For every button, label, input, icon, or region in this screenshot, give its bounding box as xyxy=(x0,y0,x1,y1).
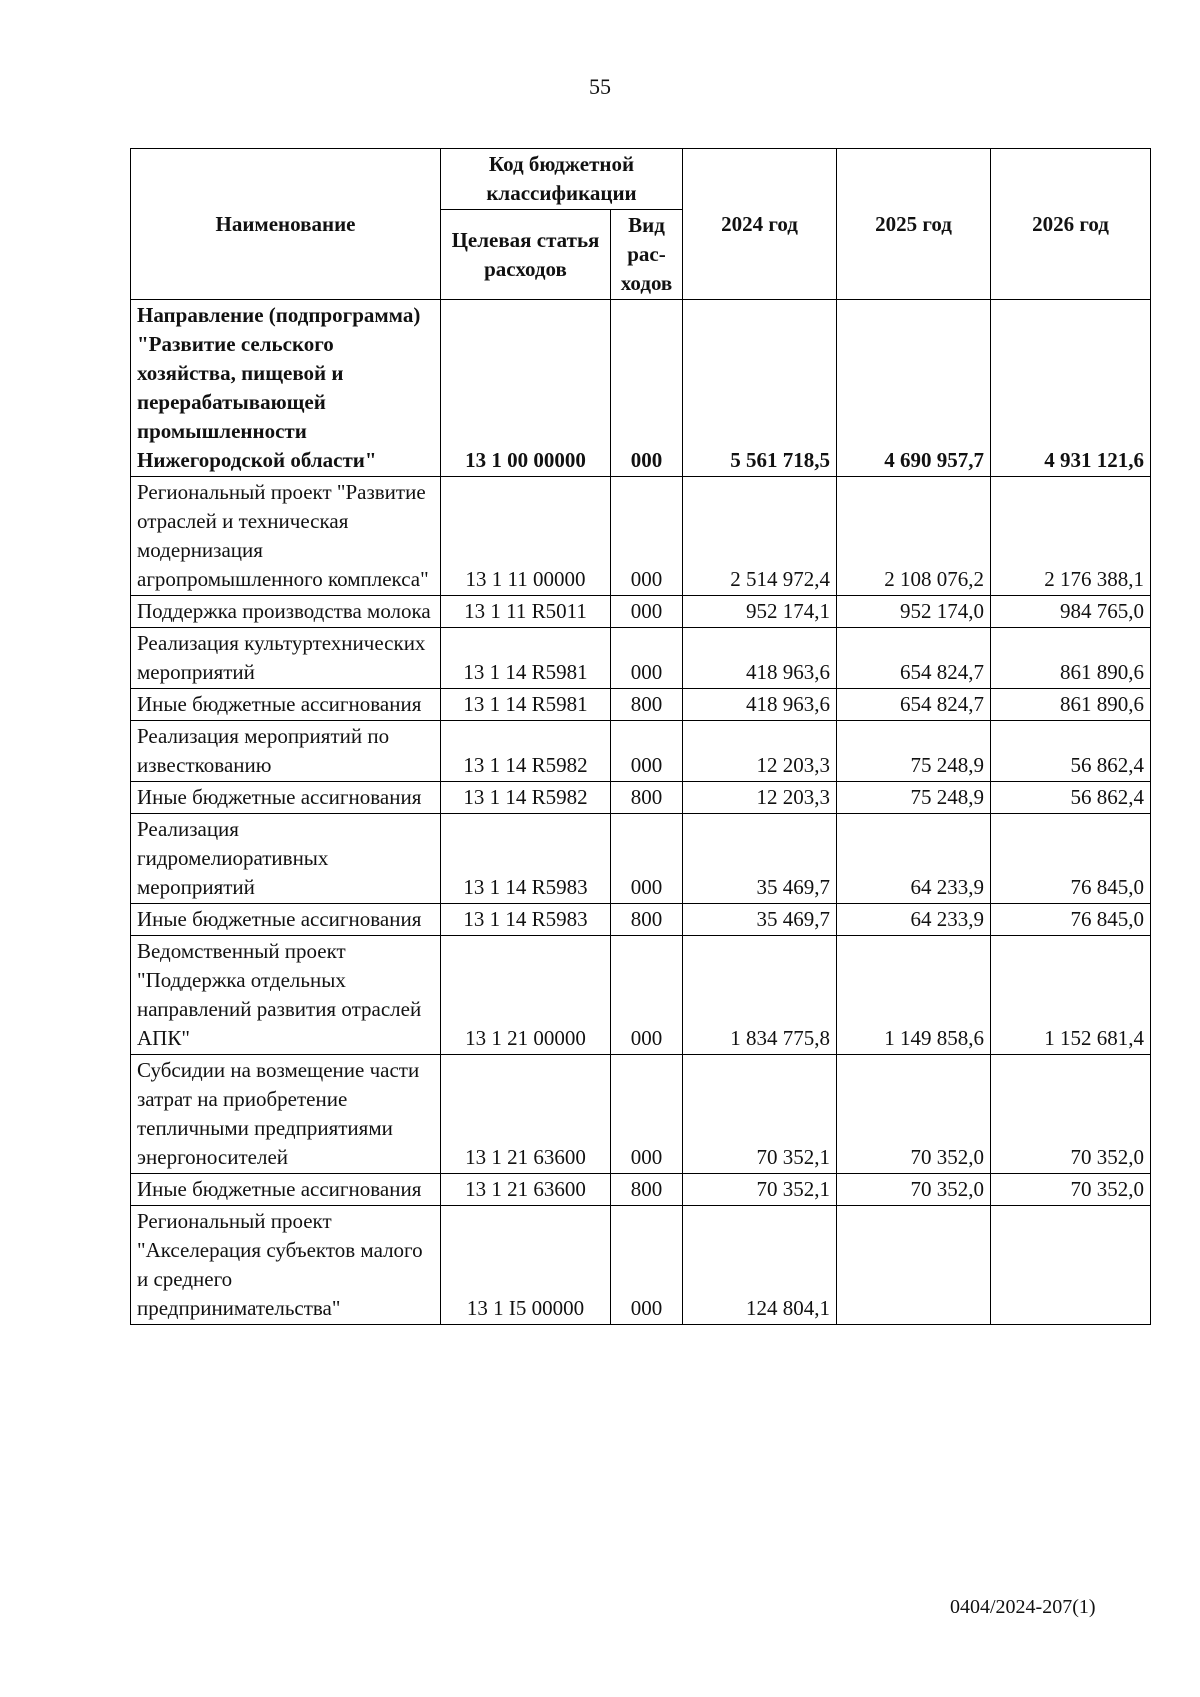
row-value-2026: 861 890,6 xyxy=(991,628,1151,689)
table-row xyxy=(131,721,1151,782)
row-expense-kind: 000 xyxy=(611,628,683,689)
table-row xyxy=(131,814,1151,904)
row-expense-kind: 000 xyxy=(611,300,683,477)
row-target-code: 13 1 00 00000 xyxy=(441,300,611,477)
row-expense-kind: 000 xyxy=(611,936,683,1055)
row-name: Субсидии на возмещение части затрат на приобретение тепличными предприятиями энергоносителей xyxy=(131,1055,441,1174)
row-value-2024: 2 514 972,4 xyxy=(683,477,837,596)
row-value-2026: 4 931 121,6 xyxy=(991,300,1151,477)
row-value-2025: 64 233,9 xyxy=(837,814,991,904)
row-target-code: 13 1 11 R5011 xyxy=(441,596,611,628)
row-target-code: 13 1 14 R5981 xyxy=(441,689,611,721)
row-value-2026 xyxy=(991,1206,1151,1325)
table-row xyxy=(131,689,1151,721)
row-value-2026: 56 862,4 xyxy=(991,721,1151,782)
row-name: Иные бюджетные ассигнования xyxy=(131,689,441,721)
budget-table xyxy=(130,148,1151,1325)
header-kind: Вид рас-ходов xyxy=(611,210,683,300)
row-name: Региональный проект "Развитие отраслей и техническая модернизация агропромышленного комплекса" xyxy=(131,477,441,596)
page-number: 55 xyxy=(589,74,611,99)
row-value-2024: 35 469,7 xyxy=(683,904,837,936)
row-expense-kind: 000 xyxy=(611,1206,683,1325)
row-value-2025: 70 352,0 xyxy=(837,1055,991,1174)
row-value-2026: 70 352,0 xyxy=(991,1055,1151,1174)
table-row xyxy=(131,1055,1151,1174)
row-value-2024: 12 203,3 xyxy=(683,721,837,782)
row-value-2026: 861 890,6 xyxy=(991,689,1151,721)
header-name: Наименование xyxy=(131,149,441,300)
table-row xyxy=(131,628,1151,689)
row-target-code: 13 1 11 00000 xyxy=(441,477,611,596)
row-name: Региональный проект "Акселерация субъектов малого и среднего предпринимательства" xyxy=(131,1206,441,1325)
row-value-2025: 654 824,7 xyxy=(837,628,991,689)
header-budget-code: Код бюджетной классификации xyxy=(441,149,683,210)
row-value-2024: 418 963,6 xyxy=(683,689,837,721)
row-value-2026: 70 352,0 xyxy=(991,1174,1151,1206)
table-row xyxy=(131,596,1151,628)
row-expense-kind: 000 xyxy=(611,477,683,596)
row-name: Иные бюджетные ассигнования xyxy=(131,782,441,814)
row-value-2025: 1 149 858,6 xyxy=(837,936,991,1055)
row-target-code: 13 1 14 R5981 xyxy=(441,628,611,689)
table-row xyxy=(131,936,1151,1055)
row-value-2024: 35 469,7 xyxy=(683,814,837,904)
row-name: Иные бюджетные ассигнования xyxy=(131,1174,441,1206)
row-name: Ведомственный проект "Поддержка отдельных направлений развития отраслей АПК" xyxy=(131,936,441,1055)
row-value-2024: 12 203,3 xyxy=(683,782,837,814)
row-expense-kind: 800 xyxy=(611,689,683,721)
row-expense-kind: 000 xyxy=(611,721,683,782)
row-target-code: 13 1 21 63600 xyxy=(441,1055,611,1174)
row-target-code: 13 1 14 R5983 xyxy=(441,904,611,936)
table-row xyxy=(131,904,1151,936)
row-value-2025: 2 108 076,2 xyxy=(837,477,991,596)
header-2024: 2024 год xyxy=(683,149,837,300)
row-expense-kind: 000 xyxy=(611,596,683,628)
row-value-2026: 76 845,0 xyxy=(991,904,1151,936)
row-name: Направление (подпрограмма) "Развитие сельского хозяйства, пищевой и перерабатывающей промышленности Нижегородской области" xyxy=(131,300,441,477)
row-value-2025: 4 690 957,7 xyxy=(837,300,991,477)
row-value-2024: 1 834 775,8 xyxy=(683,936,837,1055)
row-value-2025: 75 248,9 xyxy=(837,782,991,814)
row-name: Реализация гидромелиоративных мероприятий xyxy=(131,814,441,904)
row-target-code: 13 1 I5 00000 xyxy=(441,1206,611,1325)
header-target: Целевая статья расходов xyxy=(441,210,611,300)
row-value-2026: 1 152 681,4 xyxy=(991,936,1151,1055)
table-row xyxy=(131,1174,1151,1206)
table-row xyxy=(131,1206,1151,1325)
row-value-2024: 124 804,1 xyxy=(683,1206,837,1325)
row-name: Поддержка производства молока xyxy=(131,596,441,628)
row-expense-kind: 000 xyxy=(611,814,683,904)
row-value-2026: 2 176 388,1 xyxy=(991,477,1151,596)
row-name: Реализация культуртехнических мероприятий xyxy=(131,628,441,689)
row-value-2025: 70 352,0 xyxy=(837,1174,991,1206)
row-value-2026: 984 765,0 xyxy=(991,596,1151,628)
row-value-2024: 70 352,1 xyxy=(683,1055,837,1174)
row-target-code: 13 1 14 R5983 xyxy=(441,814,611,904)
row-target-code: 13 1 14 R5982 xyxy=(441,721,611,782)
row-value-2026: 56 862,4 xyxy=(991,782,1151,814)
table-row xyxy=(131,300,1151,477)
row-value-2024: 70 352,1 xyxy=(683,1174,837,1206)
row-name: Реализация мероприятий по известкованию xyxy=(131,721,441,782)
row-expense-kind: 800 xyxy=(611,1174,683,1206)
row-expense-kind: 800 xyxy=(611,904,683,936)
row-value-2024: 5 561 718,5 xyxy=(683,300,837,477)
table-header xyxy=(131,149,1151,300)
header-2025: 2025 год xyxy=(837,149,991,300)
table-row xyxy=(131,477,1151,596)
row-value-2025: 64 233,9 xyxy=(837,904,991,936)
row-value-2025: 952 174,0 xyxy=(837,596,991,628)
row-value-2024: 952 174,1 xyxy=(683,596,837,628)
header-2026: 2026 год xyxy=(991,149,1151,300)
table-row xyxy=(131,782,1151,814)
row-value-2024: 418 963,6 xyxy=(683,628,837,689)
document-code: 0404/2024-207(1) xyxy=(950,1596,1096,1618)
row-target-code: 13 1 14 R5982 xyxy=(441,782,611,814)
row-value-2025: 654 824,7 xyxy=(837,689,991,721)
row-target-code: 13 1 21 63600 xyxy=(441,1174,611,1206)
table-body xyxy=(131,300,1151,1325)
row-target-code: 13 1 21 00000 xyxy=(441,936,611,1055)
row-expense-kind: 800 xyxy=(611,782,683,814)
row-name: Иные бюджетные ассигнования xyxy=(131,904,441,936)
row-expense-kind: 000 xyxy=(611,1055,683,1174)
row-value-2026: 76 845,0 xyxy=(991,814,1151,904)
row-value-2025: 75 248,9 xyxy=(837,721,991,782)
row-value-2025 xyxy=(837,1206,991,1325)
